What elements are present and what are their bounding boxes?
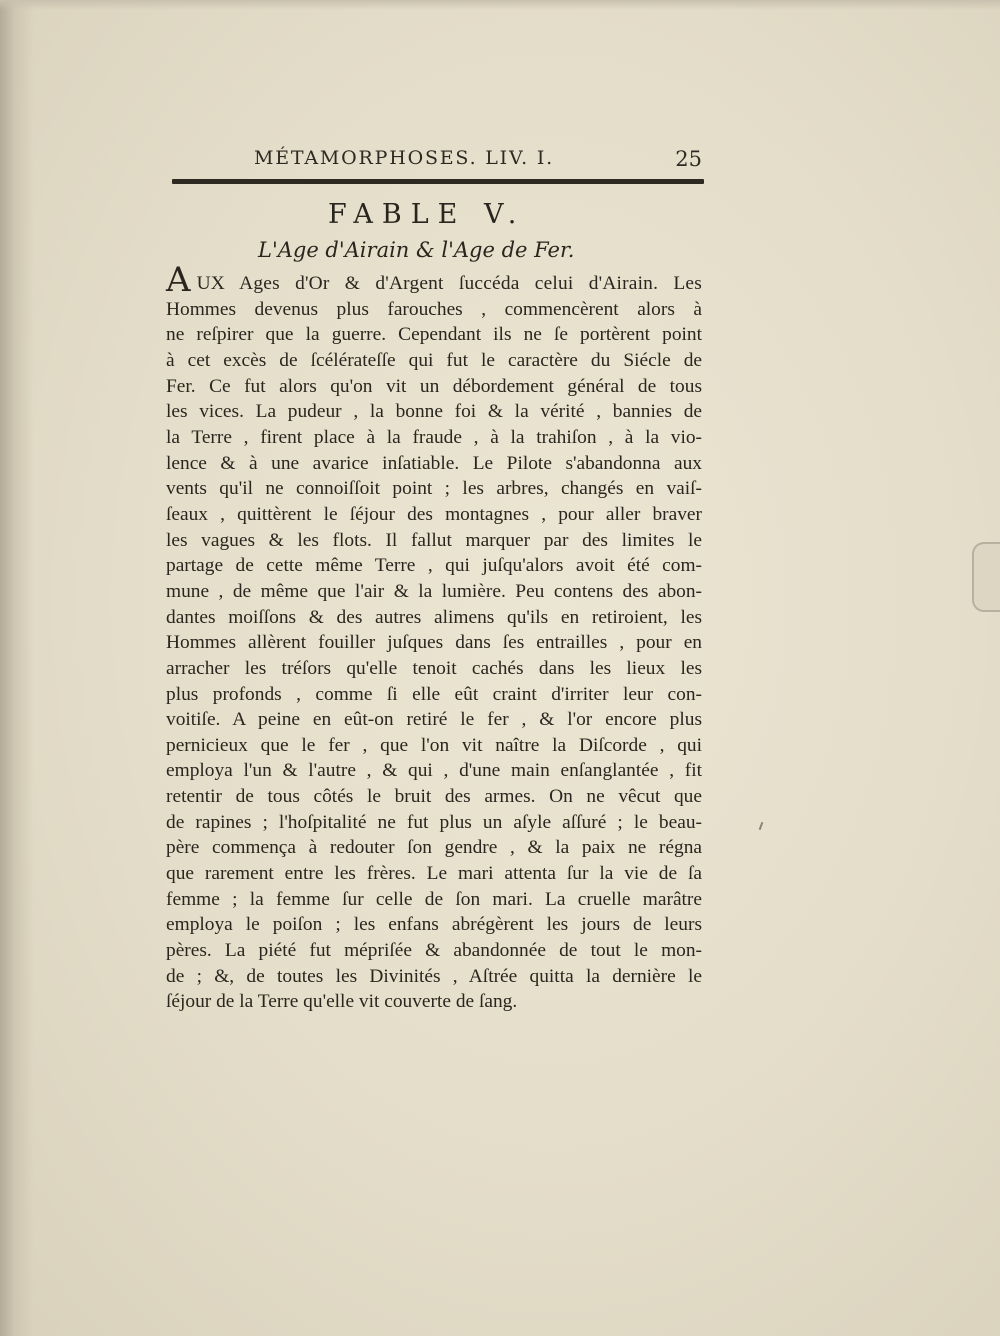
- body-line: que rarement entre les frères. Le mari attenta ſur la vie de ſa: [166, 863, 702, 885]
- page-number: 25: [675, 147, 702, 171]
- gutter-shadow: [0, 0, 34, 1336]
- margin-mark: [759, 822, 764, 830]
- body-line: dantes moiſſons & des autres alimens qu'ils en retiroient, les: [166, 606, 702, 628]
- body-line: pernicieux que le fer , que l'on vit naître la Diſcorde , qui: [166, 734, 702, 756]
- body-line: les vagues & les flots. Il fallut marquer par des limites le: [166, 529, 702, 551]
- fable-number: FABLE V.: [328, 199, 526, 230]
- top-edge-shadow: [0, 0, 1000, 10]
- body-line: femme ; la femme ſur celle de ſon mari. La cruelle marâtre: [166, 888, 702, 910]
- running-head: [176, 145, 706, 175]
- body-line: partage de cette même Terre , qui juſqu'alors avoit été com-: [166, 555, 702, 577]
- body-line: employa l'un & l'autre , & qui , d'une main enſanglantée , fit: [166, 760, 702, 782]
- body-line: ne reſpirer que la guerre. Cependant ils ne ſe portèrent point: [166, 324, 702, 346]
- page-tab-notch: [972, 542, 1000, 612]
- header-rule: [172, 179, 704, 184]
- body-line: pères. La piété fut mépriſée & abandonnée de tout le mon-: [166, 940, 702, 962]
- body-line: vents qu'il ne connoiſſoit point ; les arbres, changés en vaiſ-: [166, 478, 702, 500]
- body-line: lence & à une avarice inſatiable. Le Pilote s'abandonna aux: [166, 452, 702, 474]
- body-line: voitiſe. A peine en eût-on retiré le fer , & l'or encore plus: [166, 709, 702, 731]
- fable-subtitle: L'Age d'Airain & l'Age de Fer.: [258, 238, 575, 262]
- body-line: Hommes allèrent fouiller juſques dans ſes entrailles , pour en: [166, 632, 702, 654]
- body-line: retentir de tous côtés le bruit des armes. On ne vêcut que: [166, 786, 702, 808]
- body-line: arracher les tréſors qu'elle tenoit cachés dans les lieux les: [166, 657, 702, 679]
- body-line: de ; &, de toutes les Divinités , Aſtrée quitta la dernière le: [166, 965, 702, 987]
- running-title: MÉTAMORPHOSES. LIV. I.: [254, 147, 554, 169]
- body-line: Hommes devenus plus farouches , commencèrent alors à: [166, 298, 702, 320]
- body-line: les vices. La pudeur , la bonne foi & la vérité , bannies de: [166, 401, 702, 423]
- body-line: ſéjour de la Terre qu'elle vit couverte de ſang.: [166, 991, 518, 1013]
- body-line: mune , de même que l'air & la lumière. Peu contens des abon-: [166, 580, 702, 602]
- drop-initial: A: [166, 260, 191, 300]
- body-line: de rapines ; l'hoſpitalité ne fut plus un aſyle aſſuré ; le beau-: [166, 811, 702, 833]
- body-line: ſeaux , quittèrent le ſéjour des montagnes , pour aller braver: [166, 503, 702, 525]
- body-line: plus profonds , comme ſi elle eût craint d'irriter leur con-: [166, 683, 702, 705]
- body-line-first: [166, 260, 702, 300]
- body-text: [166, 260, 702, 1015]
- body-line: employa le poiſon ; les enfans abrégèrent les jours de leurs: [166, 914, 702, 936]
- first-line-text: UX Ages d'Or & d'Argent ſuccéda celui d'Airain. Les: [196, 273, 702, 294]
- body-line: Fer. Ce fut alors qu'on vit un débordement général de tous: [166, 375, 702, 397]
- body-line: la Terre , firent place à la fraude , à la trahiſon , à la vio-: [166, 426, 702, 448]
- body-line: père commença à redouter ſon gendre , & la paix ne régna: [166, 837, 702, 859]
- body-line: à cet excès de ſcélérateſſe qui fut le caractère du Siécle de: [166, 349, 702, 371]
- body-lines: [166, 297, 702, 1015]
